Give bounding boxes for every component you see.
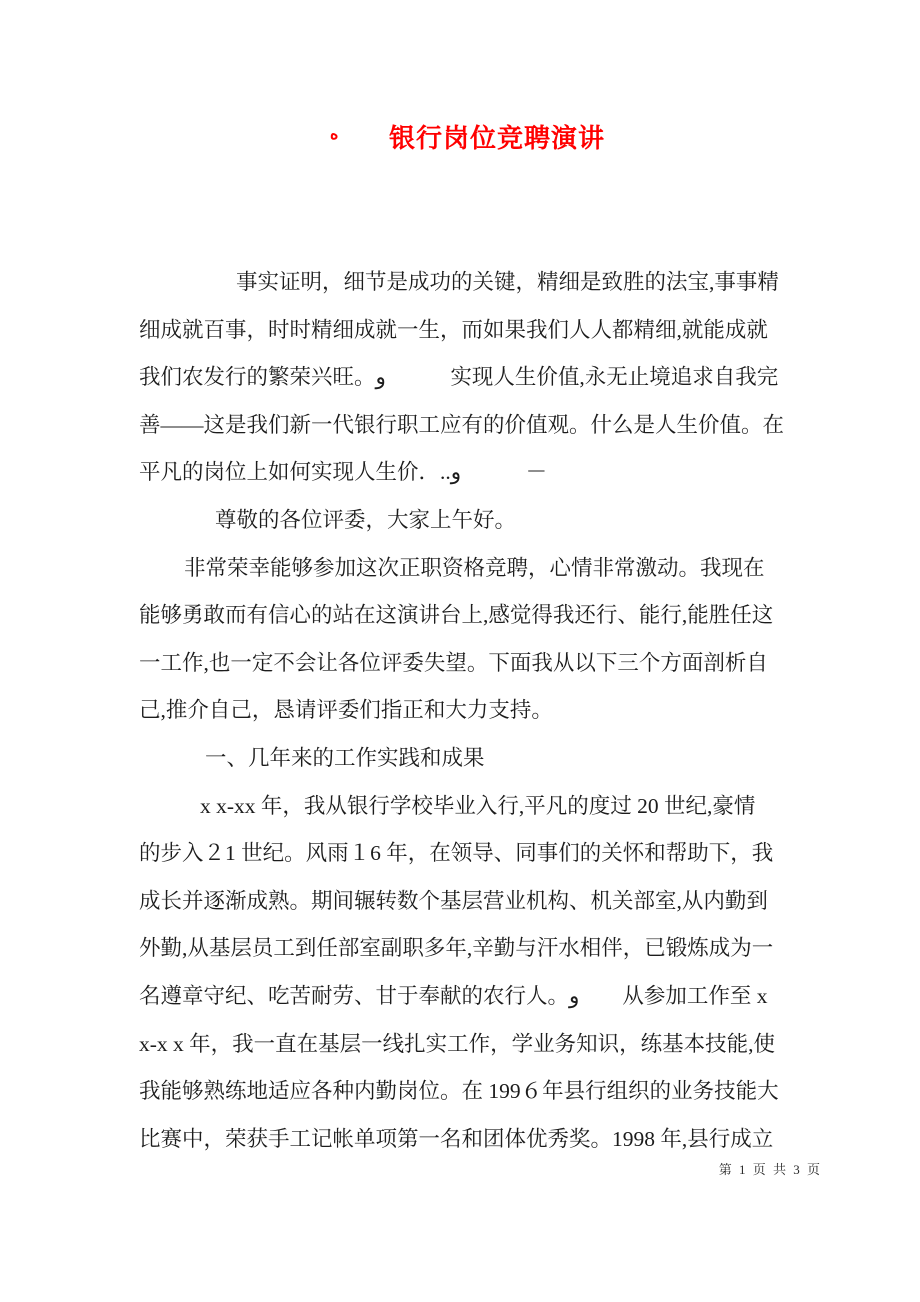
text-line: 善——这是我们新一代银行职工应有的价值观。什么是人生价值。在 bbox=[139, 412, 785, 437]
text-line: x x-xx 年，我从银行学校毕业入行,平凡的度过 20 世纪,豪情 bbox=[200, 793, 756, 818]
text-line: 我们农发行的繁荣兴旺。و 实现人生价值,永无止境追求自我完 bbox=[139, 365, 779, 390]
text-line: 一工作,也一定不会让各位评委失望。下面我从以下三个方面剖析自 bbox=[139, 650, 768, 675]
text-line: 细成就百事，时时精细成就一生，而如果我们人人都精细,就能成就 bbox=[139, 317, 768, 342]
page-number-footer: 第 1 页 共 3 页 bbox=[718, 1162, 822, 1177]
text-line: 成长并逐渐成熟。期间辗转数个基层营业机构、机关部室,从内勤到 bbox=[139, 888, 768, 913]
title-prefix-mark: ه bbox=[330, 126, 339, 143]
text-line: 的步入２1 世纪。风雨１6 年，在领导、同事们的关怀和帮助下，我 bbox=[139, 841, 774, 866]
text-line: 名遵章守纪、吃苦耐劳、甘于奉献的农行人。و 从参加工作至 x bbox=[139, 983, 768, 1008]
text-line: 一、几年来的工作实践和成果 bbox=[205, 745, 485, 770]
document-body bbox=[139, 259, 839, 1163]
text-line: 尊敬的各位评委，大家上午好。 bbox=[215, 507, 517, 532]
text-line: 外勤,从基层员工到任部室副职多年,辛勤与汗水相伴，已锻炼成为一 bbox=[139, 936, 774, 961]
text-line: 非常荣幸能够参加这次正职资格竞聘，心情非常激动。我现在 bbox=[184, 555, 765, 580]
text-line: 事实证明，细节是成功的关键，精细是致胜的法宝,事事精 bbox=[236, 270, 779, 294]
document-title: 银行岗位竞聘演讲 bbox=[389, 124, 606, 153]
text-line: 己,推介自己，恳请评委们指正和大力支持。 bbox=[139, 698, 553, 723]
text-line: 平凡的岗位上如何实现人生价．..و － bbox=[139, 460, 548, 485]
text-line: 比赛中，荣获手工记帐单项第一名和团体优秀奖。1998 年,县行成立 bbox=[139, 1126, 774, 1151]
text-line: x-x x 年，我一直在基层一线扎实工作，学业务知识，练基本技能,使 bbox=[139, 1031, 776, 1056]
text-line: 能够勇敢而有信心的站在这演讲台上,感觉得我还行、能行,能胜任这 bbox=[139, 603, 774, 628]
text-line: 我能够熟练地适应各种内勤岗位。在 199６年县行组织的业务技能大 bbox=[139, 1079, 779, 1104]
